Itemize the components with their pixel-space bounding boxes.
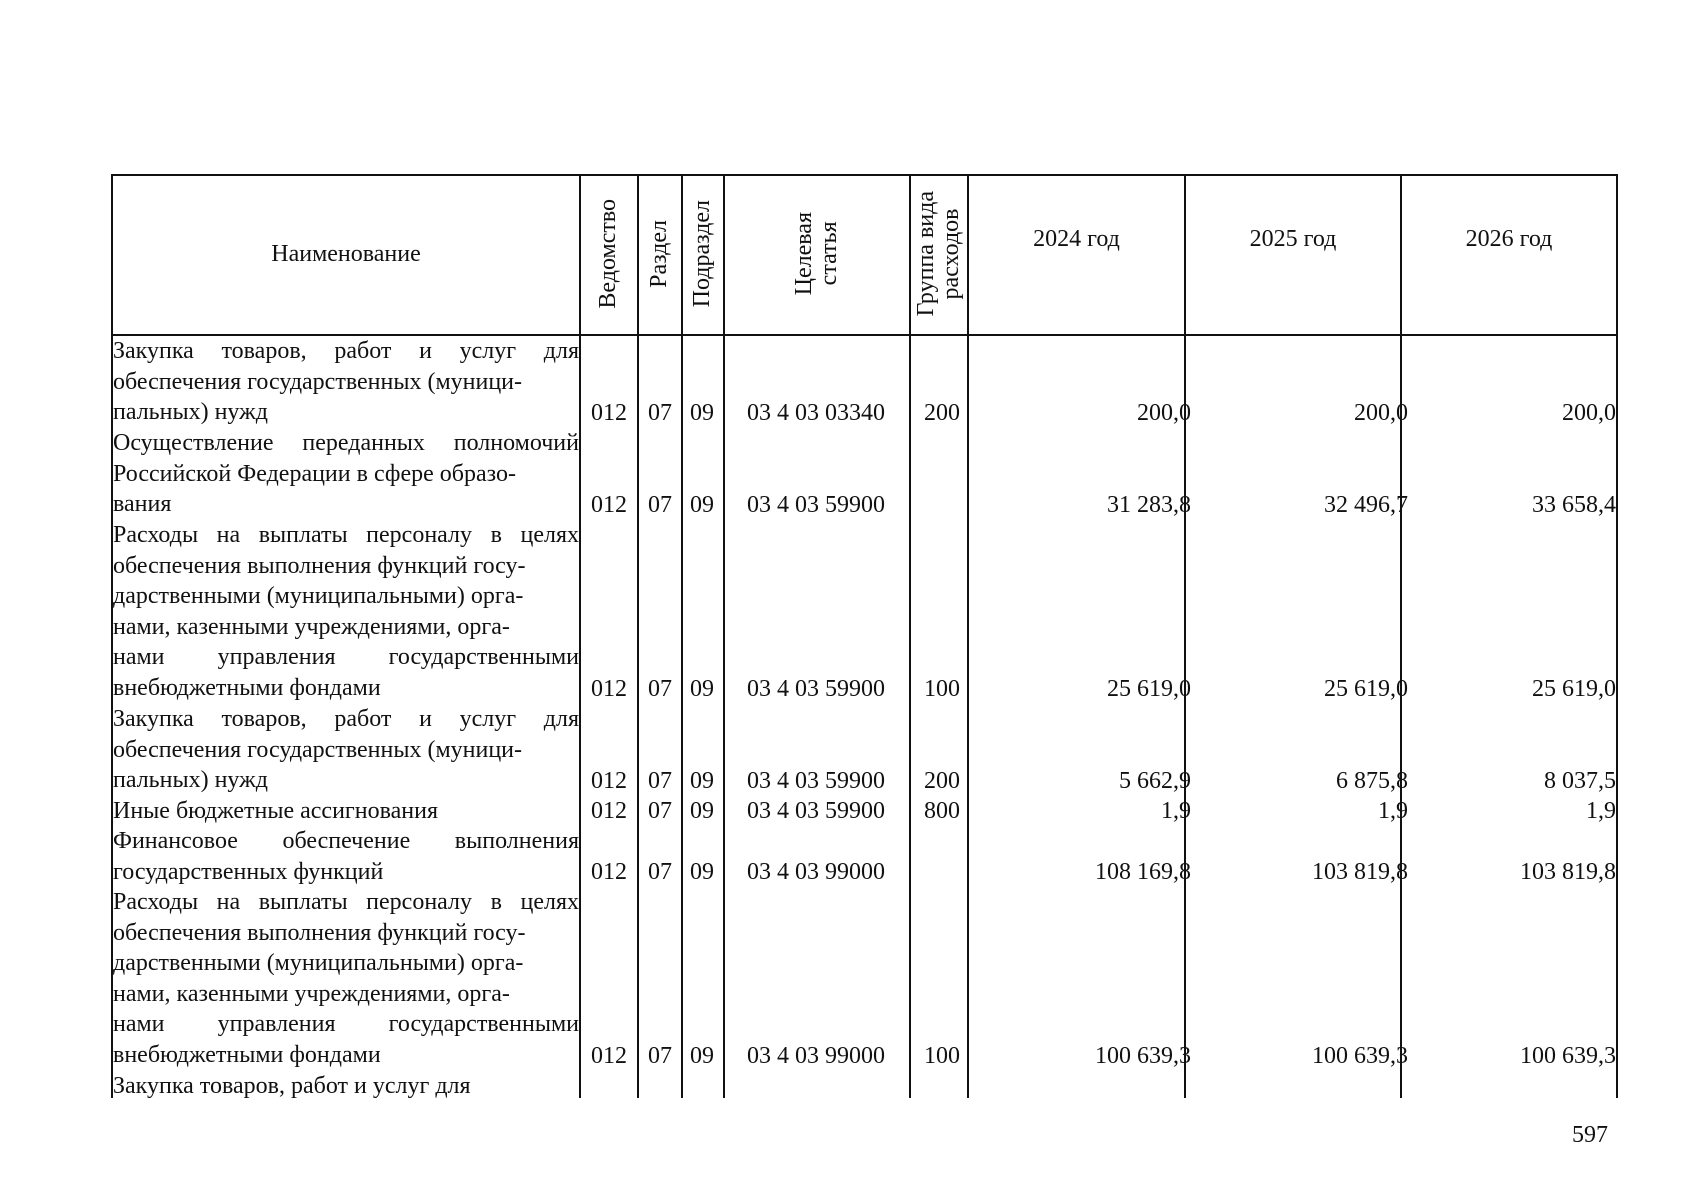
cell-podrazdel: 09 <box>690 859 714 885</box>
cell-2024: 25 619,0 <box>1107 676 1191 702</box>
cell-podrazdel: 09 <box>690 676 714 702</box>
header-gruppa-text: Группа вида расходов <box>912 191 964 317</box>
cell-podrazdel: 09 <box>690 400 714 426</box>
cell-razdel: 07 <box>648 400 672 426</box>
cell-vedomstvo: 012 <box>591 492 627 518</box>
cell-2026: 1,9 <box>1586 798 1616 824</box>
cell-gruppa: 200 <box>924 768 960 794</box>
cell-gruppa: 800 <box>924 798 960 824</box>
header-gruppa <box>911 174 967 334</box>
cell-vedomstvo: 012 <box>591 859 627 885</box>
header-podrazdel <box>683 174 723 334</box>
cell-vedomstvo: 012 <box>591 798 627 824</box>
cell-podrazdel: 09 <box>690 798 714 824</box>
row-name: Финансовое обеспечение выполнения государственных функций <box>113 828 579 885</box>
header-2026-text: 2026 год <box>1465 226 1553 252</box>
table-row <box>111 520 1618 704</box>
header-celevaya <box>725 174 909 334</box>
row-name: Закупка товаров, работ и услуг для обеспечения государственных (муници- пальных) нужд <box>113 338 579 425</box>
cell-2024: 108 169,8 <box>1095 859 1191 885</box>
cell-razdel: 07 <box>648 676 672 702</box>
header-2025 <box>1186 174 1400 334</box>
cell-podrazdel: 09 <box>690 492 714 518</box>
row-name: Закупка товаров, работ и услуг для обеспечения государственных (муници- пальных) нужд <box>113 706 579 793</box>
row-name: Закупка товаров, работ и услуг для <box>113 1073 471 1098</box>
cell-celevaya: 03 4 03 59900 <box>747 798 885 824</box>
cell-2025: 100 639,3 <box>1312 1043 1408 1069</box>
cell-celevaya: 03 4 03 99000 <box>747 1043 885 1069</box>
cell-podrazdel: 09 <box>690 1043 714 1069</box>
budget-table <box>111 174 1618 1098</box>
cell-2025: 200,0 <box>1354 400 1408 426</box>
cell-2026: 100 639,3 <box>1520 1043 1616 1069</box>
header-name-text: Наименование <box>271 240 421 267</box>
row-name: Расходы на выплаты персоналу в целях обеспечения выполнения функций госу- дарственными (муниципальными) орга- нами, казенными учреждениями, орга- нами управления государственными внебюджетными фондами <box>113 889 579 1068</box>
cell-2026: 200,0 <box>1562 400 1616 426</box>
cell-2026: 8 037,5 <box>1544 768 1616 794</box>
header-podrazdel-text: Подраздел <box>689 200 716 308</box>
cell-2025: 32 496,7 <box>1324 492 1408 518</box>
cell-vedomstvo: 012 <box>591 400 627 426</box>
row-name: Расходы на выплаты персоналу в целях обеспечения выполнения функций госу- дарственными (муниципальными) орга- нами, казенными учреждениями, орга- нами управления государственными внебюджетными фондами <box>113 522 579 701</box>
cell-celevaya: 03 4 03 03340 <box>747 400 885 426</box>
cell-vedomstvo: 012 <box>591 676 627 702</box>
cell-2024: 1,9 <box>1161 798 1191 824</box>
table-row <box>111 428 1618 520</box>
cell-podrazdel: 09 <box>690 768 714 794</box>
header-razdel-text: Раздел <box>646 220 673 288</box>
table-row <box>111 1071 1618 1098</box>
table-row <box>111 887 1618 1071</box>
cell-2024: 31 283,8 <box>1107 492 1191 518</box>
table-row <box>111 826 1618 887</box>
table-row <box>111 336 1618 428</box>
row-name: Иные бюджетные ассигнования <box>113 798 438 824</box>
cell-2025: 25 619,0 <box>1324 676 1408 702</box>
page-number: 597 <box>1572 1122 1608 1148</box>
cell-gruppa: 100 <box>924 1043 960 1069</box>
table-row <box>111 796 1618 826</box>
cell-vedomstvo: 012 <box>591 768 627 794</box>
header-2026 <box>1402 174 1616 334</box>
cell-2024: 200,0 <box>1137 400 1191 426</box>
cell-gruppa: 100 <box>924 676 960 702</box>
header-vedomstvo-text: Ведомство <box>595 199 622 309</box>
cell-razdel: 07 <box>648 768 672 794</box>
header-vedomstvo <box>581 174 637 334</box>
cell-celevaya: 03 4 03 99000 <box>747 859 885 885</box>
row-name: Осуществление переданных полномочий Российской Федерации в сфере образо- вания <box>113 430 579 517</box>
header-name <box>113 174 579 334</box>
cell-2025: 1,9 <box>1378 798 1408 824</box>
cell-2026: 103 819,8 <box>1520 859 1616 885</box>
header-razdel <box>639 174 681 334</box>
cell-razdel: 07 <box>648 859 672 885</box>
table-row <box>111 704 1618 796</box>
header-2024 <box>969 174 1184 334</box>
cell-2026: 33 658,4 <box>1532 492 1616 518</box>
cell-2026: 25 619,0 <box>1532 676 1616 702</box>
cell-2025: 6 875,8 <box>1336 768 1408 794</box>
cell-2024: 100 639,3 <box>1095 1043 1191 1069</box>
cell-celevaya: 03 4 03 59900 <box>747 676 885 702</box>
cell-2025: 103 819,8 <box>1312 859 1408 885</box>
cell-2024: 5 662,9 <box>1119 768 1191 794</box>
cell-razdel: 07 <box>648 492 672 518</box>
header-celevaya-text: Целевая статья <box>790 212 842 296</box>
cell-razdel: 07 <box>648 798 672 824</box>
header-2025-text: 2025 год <box>1249 226 1337 252</box>
cell-gruppa: 200 <box>924 400 960 426</box>
cell-celevaya: 03 4 03 59900 <box>747 492 885 518</box>
cell-celevaya: 03 4 03 59900 <box>747 768 885 794</box>
cell-razdel: 07 <box>648 1043 672 1069</box>
header-2024-text: 2024 год <box>1033 226 1120 252</box>
cell-vedomstvo: 012 <box>591 1043 627 1069</box>
